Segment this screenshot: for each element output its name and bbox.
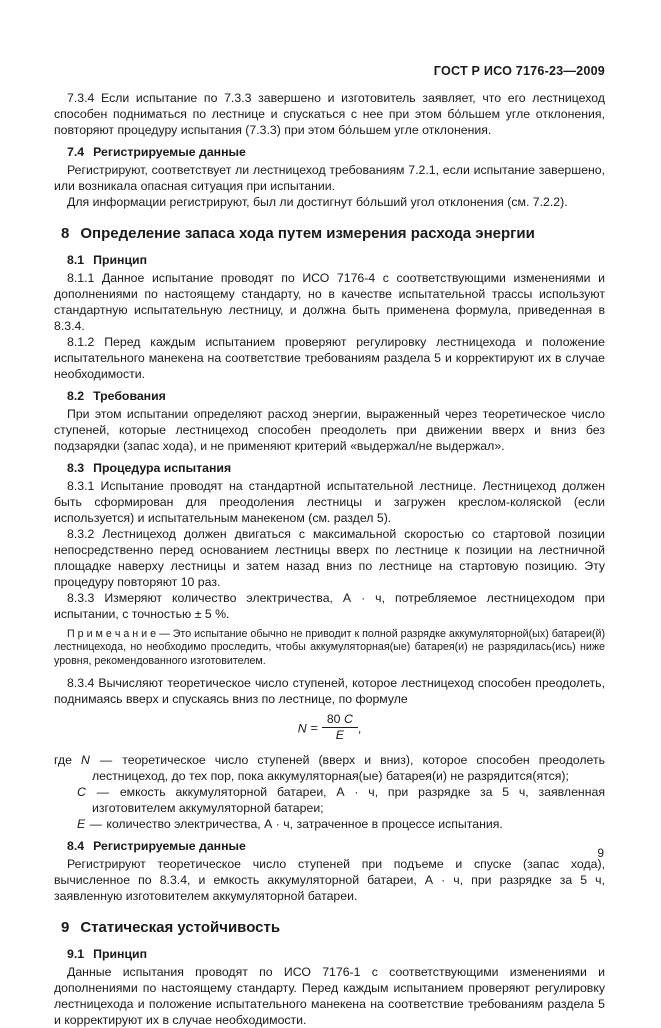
paragraph-8-3-4: 8.3.4 Вычисляют теоретическое число ступеней, которое лестницеход способен преодолеть, поднимаясь вверх и спускаясь вниз по лестнице, по формуле [54,676,605,707]
legend-variable: E [77,817,86,832]
formula-numerator-coefficient: 80 [326,712,344,727]
heading-number: 8.4 [67,839,85,854]
heading-title: Принцип [93,253,147,267]
heading-7-4 [54,144,605,160]
heading-title: Процедура испытания [93,461,232,475]
note-8-3-3: П р и м е ч а н и е — Это испытание обычно не приводит к полной разрядке аккумуляторной(ых) батареи(й) лестницехода, но необходимо проследить, чтобы аккумуляторная(ые) батарея(и) не разрядилась(ись) ниже уровня, рекомендованного изготовителем. [54,628,605,667]
legend-variable: C [77,785,86,800]
heading-title: Принцип [93,947,147,962]
heading-title: Требования [93,389,166,403]
heading-title: Статическая устойчивость [80,919,281,937]
heading-8-2 [54,388,605,404]
document-content [54,90,605,1028]
heading-title: Регистрируемые данные [93,839,246,854]
heading-8-4 [54,838,605,854]
legend-text: теоретическое число ступеней (вверх и вниз), которое способен преодолеть лестницеход, до тех пор, пока аккумуляторная(ые) батарея(и) не разрядится(ятся); [92,753,606,784]
legend-dash: — [89,817,102,832]
document-header-standard-number: ГОСТ Р ИСО 7176-23—2009 [433,64,605,78]
heading-8-3 [54,460,605,476]
heading-number: 8.1 [67,253,85,267]
heading-title: Определение запаса хода путем измерения расхода энергии [80,225,535,242]
legend-item-C [54,784,605,816]
legend-dash: — [99,753,113,768]
heading-number: 9 [61,919,70,937]
paragraph-7-3-4: 7.3.4 Если испытание по 7.3.3 завершено и изготовитель заявляет, что его лестницеход способен подниматься по лестнице и спускаться с нее при этом бо́льшем угле отклонения, повторяют процедуру испытания (7.3.3) при этом бо́льшем угле отклонения. [54,91,605,137]
formula-equals-sign: = [310,721,318,736]
legend-item-N [54,752,605,784]
paragraph-8-1-1: 8.1.1 Данное испытание проводят по ИСО 7176-4 с соответствующими изменениями и дополнениями по настоящему стандарту, но в качестве испытательной трассы используют стандартную испытательную лестницу, и должна быть применена формула, приведенная в 8.3.4. [54,271,605,333]
legend-variable: N [80,753,90,768]
paragraph-9-1: Данные испытания проводят по ИСО 7176-1 с соответствующими изменениями и дополнениями по настоящему стандарту. Перед каждым испытанием проверяют регулировку лестницехода и положение испытательного манекена на соответствие требованиям раздела 5 и корректируют их в случае необходимости. [54,965,605,1028]
page-number: 9 [597,846,604,860]
legend-dash: — [96,785,109,800]
formula-steps-count [54,713,605,745]
heading-9-1 [54,946,605,962]
formula-legend [54,752,605,832]
formula-numerator-variable: C [343,712,353,727]
legend-item-E [54,816,605,832]
formula-denominator-variable: E [335,728,344,743]
heading-8-1 [54,252,605,268]
heading-section-9 [54,918,605,937]
paragraph-8-1-2: 8.1.2 Перед каждым испытанием проверяют регулировку лестницехода и положение испытательного манекена на соответствие требованиям раздела 5 и корректируют их в случае необходимости. [54,335,605,381]
paragraph-8-2: При этом испытании определяют расход энергии, выраженный через теоретическое число ступеней, которые лестницеход способен преодолеть при движении вверх и вниз без подзарядки (запас хода), и не применяют критерий «выдержал/не выдержал». [54,407,605,453]
paragraph-8-3-3: 8.3.3 Измеряют количество электричества, А · ч, потребляемое лестницеходом при испытании, с точностью ± 5 %. [54,591,605,621]
paragraph-7-4-registered-data: Регистрируют, соответствует ли лестницеход требованиям 7.2.1, если испытание завершено, или возникала опасная ситуация при испытании. [54,163,605,193]
formula-denominator [322,728,358,742]
heading-number: 8 [61,225,70,242]
heading-section-8 [54,224,605,243]
legend-text: емкость аккумуляторной батареи, А · ч, при разрядке за 5 ч, заявленная изготовителем аккумуляторной батареи; [92,785,605,816]
paragraph-8-4: Регистрируют теоретическое число ступеней при подъеме и спуске (запас хода), вычисленное по 8.3.4, и емкость аккумуляторной батареи, А · ч, при разрядке за 5 ч, заявленную изготовителем аккумуляторной батареи. [54,857,605,904]
heading-number: 8.3 [67,461,85,475]
paragraph-8-3-1: 8.3.1 Испытание проводят на стандартной испытательной лестнице. Лестницеход должен быть сформирован для преодоления лестницы и загружен креслом-коляской (если используется) и испытательным манекеном (см. раздел 5). [54,479,605,525]
paragraph-8-3-2: 8.3.2 Лестницеход должен двигаться с максимальной скоростью со стартовой позиции непосредственно перед основанием лестницы вверх по лестнице к позиции на лестничной площадке наверху лестницы и затем назад вниз по лестнице на стартовую позицию. Эту процедуру повторяют 10 раз. [54,527,605,589]
legend-lead-word: где [54,753,72,768]
paragraph-7-4-for-information: Для информации регистрируют, был ли достигнут бо́льший угол отклонения (см. 7.2.2). [67,195,568,209]
legend-text: количество электричества, А · ч, затраченное в процессе испытания. [106,817,503,832]
heading-number: 8.2 [67,389,85,403]
heading-title: Регистрируемые данные [93,145,246,159]
formula-fraction [322,713,358,742]
formula-numerator [322,713,358,728]
heading-number: 9.1 [67,947,85,962]
formula-trailing-comma: , [357,721,362,736]
formula-lhs-variable: N [297,721,307,736]
heading-number: 7.4 [67,145,85,159]
